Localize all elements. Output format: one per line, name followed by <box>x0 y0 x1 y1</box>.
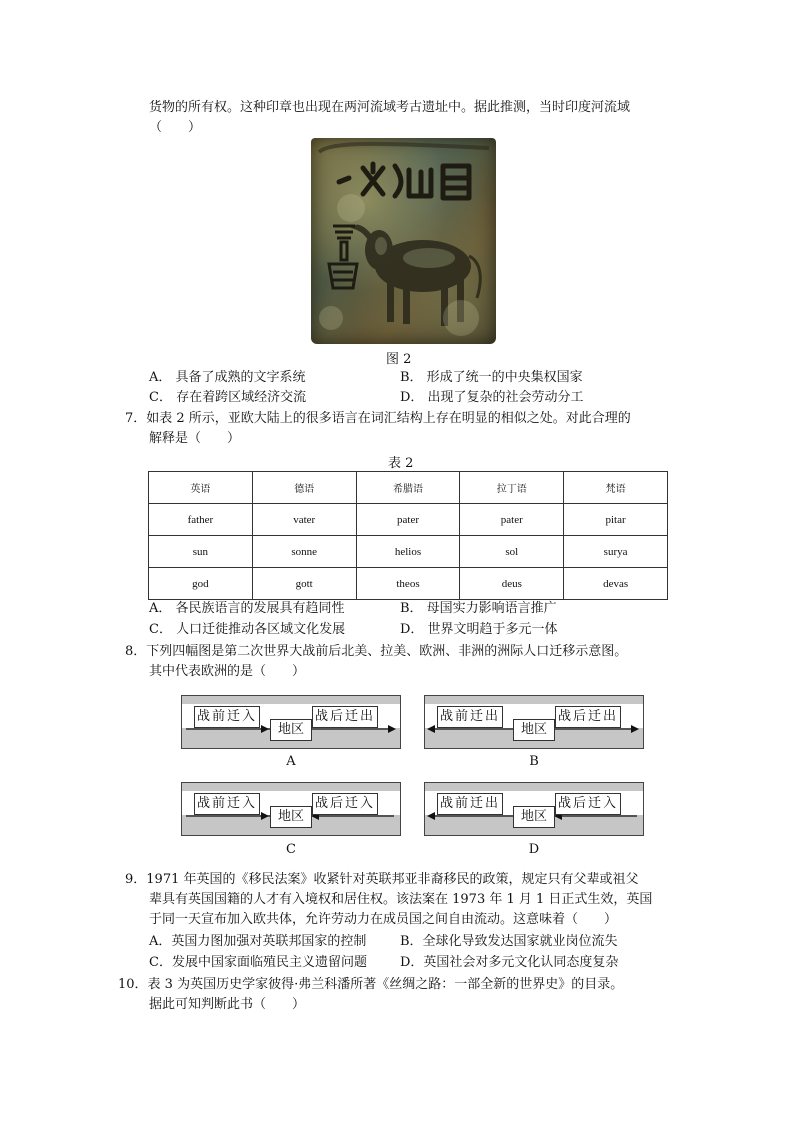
q7-option-a: A． 各民族语言的发展具有趋同性 <box>149 601 345 616</box>
diagram-label-c: C <box>286 842 296 857</box>
table-cell: pater <box>356 504 460 536</box>
q6-option-c: C． 存在着跨区域经济交流 <box>149 390 307 405</box>
table-cell: gott <box>252 568 356 600</box>
table-caption: 表 2 <box>388 456 414 471</box>
q7-text-line2: 解释是（ ） <box>149 431 241 446</box>
table-cell: sun <box>149 536 253 568</box>
q9-option-a: A．英国力图加强对英联邦国家的控制 <box>149 934 367 949</box>
table-cell: father <box>149 504 253 536</box>
diagram-label-b: B <box>529 754 539 769</box>
q7-option-d: D． 世界文明趋于多元一体 <box>400 622 558 637</box>
q6-text-line1: 货物的所有权。这种印章也出现在两河流域考古遗址中。据此推测，当时印度河流域 <box>149 100 631 115</box>
figure-caption: 图 2 <box>386 352 412 367</box>
diagram-region-box: 地区 <box>270 806 312 828</box>
language-table <box>148 471 668 600</box>
q6-option-b: B． 形成了统一的中央集权国家 <box>400 370 583 385</box>
migration-diagram-c <box>181 782 401 836</box>
q8-text-line1: 8．下列四幅图是第二次世界大战前后北美、拉美、欧洲、非洲的洲际人口迁移示意图。 <box>125 644 628 659</box>
table-header-cell: 拉丁语 <box>460 472 564 504</box>
indus-seal-image <box>311 138 496 344</box>
q9-text-line2: 辈具有英国国籍的人才有入境权和居住权。该法案在 1973 年 1 月 1 日正式生效，英国 <box>149 892 653 907</box>
table-header-cell: 梵语 <box>564 472 668 504</box>
q8-text-line2: 其中代表欧洲的是（ ） <box>149 664 306 679</box>
table-header-row <box>149 472 668 504</box>
table-cell: surya <box>564 536 668 568</box>
diagram-region-box: 地区 <box>513 806 555 828</box>
q9-text-line3: 于同一天宣布加入欧共体，允许劳动力在成员国之间自由流动。这意味着（ ） <box>149 912 618 927</box>
q9-option-c: C．发展中国家面临殖民主义遗留问题 <box>149 955 367 970</box>
diagram-right-label: 战后迁入 <box>312 793 378 815</box>
table-header-cell: 英语 <box>149 472 253 504</box>
table-header-cell: 希腊语 <box>356 472 460 504</box>
table-row <box>149 504 668 536</box>
migration-diagram-b <box>424 695 644 749</box>
q6-option-d: D． 出现了复杂的社会劳动分工 <box>400 390 584 405</box>
table-cell: deus <box>460 568 564 600</box>
diagram-left-label: 战前迁出 <box>437 793 503 815</box>
diagram-region-box: 地区 <box>270 719 312 741</box>
q9-text-line1: 9．1971 年英国的《移民法案》收紧针对英联邦亚非裔移民的政策，规定只有父辈或祖父 <box>125 872 639 887</box>
q6-option-a: A． 具备了成熟的文字系统 <box>149 370 306 385</box>
q10-text-line1: 10．表 3 为英国历史学家彼得·弗兰科潘所著《丝绸之路：一部全新的世界史》的目录。 <box>118 977 624 992</box>
table-header-cell: 德语 <box>252 472 356 504</box>
table-cell: sol <box>460 536 564 568</box>
diagram-label-a: A <box>286 754 296 769</box>
table-cell: theos <box>356 568 460 600</box>
migration-diagram-a <box>181 695 401 749</box>
diagram-right-label: 战后迁出 <box>312 706 378 728</box>
q9-option-b: B．全球化导致发达国家就业岗位流失 <box>400 934 618 949</box>
table-cell: pitar <box>564 504 668 536</box>
migration-diagram-d <box>424 782 644 836</box>
q7-text-line1: 7．如表 2 所示，亚欧大陆上的很多语言在词汇结构上存在明显的相似之处。对此合理的 <box>125 411 631 426</box>
diagram-left-label: 战前迁入 <box>194 793 260 815</box>
q7-option-c: C． 人口迁徙推动各区域文化发展 <box>149 622 346 637</box>
table-cell: god <box>149 568 253 600</box>
table-cell: helios <box>356 536 460 568</box>
diagram-label-d: D <box>528 842 540 857</box>
table-cell: sonne <box>252 536 356 568</box>
diagram-right-label: 战后迁入 <box>555 793 621 815</box>
table-cell: devas <box>564 568 668 600</box>
diagram-right-label: 战后迁出 <box>555 706 621 728</box>
q7-option-b: B． 母国实力影响语言推广 <box>400 601 557 616</box>
table-row <box>149 536 668 568</box>
q9-option-d: D．英国社会对多元文化认同态度复杂 <box>400 955 619 970</box>
diagram-region-box: 地区 <box>513 719 555 741</box>
q10-text-line2: 据此可知判断此书（ ） <box>149 997 306 1012</box>
q6-text-line2: （ ） <box>149 120 202 135</box>
diagram-left-label: 战前迁出 <box>437 706 503 728</box>
table-cell: vater <box>252 504 356 536</box>
diagram-left-label: 战前迁入 <box>194 706 260 728</box>
table-cell: pater <box>460 504 564 536</box>
table-row <box>149 568 668 600</box>
